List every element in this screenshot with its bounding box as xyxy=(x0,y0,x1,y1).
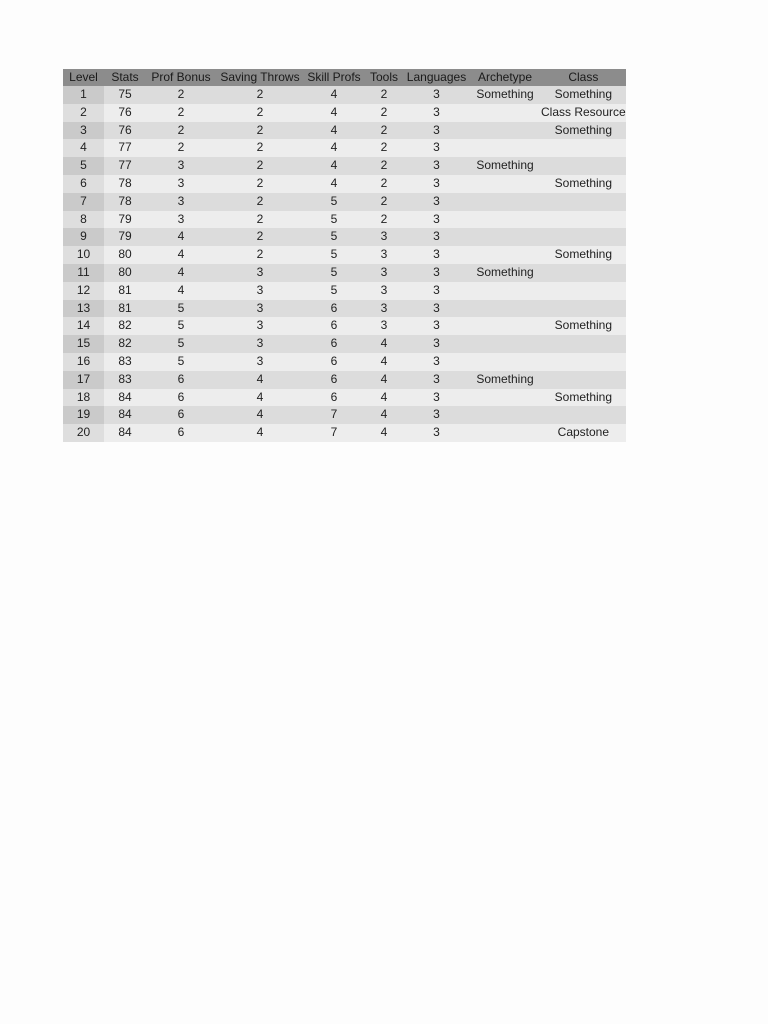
archetype-cell[interactable] xyxy=(469,389,541,407)
saving-throws-cell[interactable]: 2 xyxy=(216,104,304,122)
class-progression-table xyxy=(63,69,626,442)
class-cell[interactable]: Something xyxy=(541,175,626,193)
tools-cell[interactable]: 3 xyxy=(364,282,404,300)
archetype-cell[interactable] xyxy=(469,300,541,318)
skill-profs-cell[interactable]: 4 xyxy=(304,139,364,157)
languages-cell[interactable]: 3 xyxy=(404,406,469,424)
class-cell[interactable] xyxy=(541,264,626,282)
saving-throws-cell[interactable]: 3 xyxy=(216,264,304,282)
level-cell[interactable]: 8 xyxy=(63,211,104,229)
archetype-cell[interactable] xyxy=(469,335,541,353)
level-cell[interactable]: 9 xyxy=(63,228,104,246)
level-cell[interactable]: 14 xyxy=(63,317,104,335)
tools-cell[interactable]: 3 xyxy=(364,228,404,246)
header-prof-bonus[interactable]: Prof Bonus xyxy=(146,69,216,86)
prof-bonus-cell[interactable]: 4 xyxy=(146,246,216,264)
table-row xyxy=(63,282,626,300)
skill-profs-cell[interactable]: 5 xyxy=(304,282,364,300)
table-row xyxy=(63,193,626,211)
skill-profs-cell[interactable]: 4 xyxy=(304,104,364,122)
stats-cell[interactable]: 76 xyxy=(104,122,146,140)
tools-cell[interactable]: 2 xyxy=(364,157,404,175)
prof-bonus-cell[interactable]: 5 xyxy=(146,353,216,371)
class-cell[interactable] xyxy=(541,353,626,371)
level-cell[interactable]: 1 xyxy=(63,86,104,104)
skill-profs-cell[interactable]: 4 xyxy=(304,157,364,175)
level-cell[interactable]: 19 xyxy=(63,406,104,424)
level-cell[interactable]: 16 xyxy=(63,353,104,371)
level-cell[interactable]: 18 xyxy=(63,389,104,407)
prof-bonus-cell[interactable]: 2 xyxy=(146,86,216,104)
archetype-cell[interactable] xyxy=(469,246,541,264)
level-cell[interactable]: 7 xyxy=(63,193,104,211)
class-cell[interactable] xyxy=(541,371,626,389)
class-cell[interactable]: Something xyxy=(541,122,626,140)
class-cell[interactable] xyxy=(541,300,626,318)
level-cell[interactable]: 20 xyxy=(63,424,104,442)
stats-cell[interactable]: 77 xyxy=(104,139,146,157)
skill-profs-cell[interactable]: 6 xyxy=(304,389,364,407)
archetype-cell[interactable]: Something xyxy=(469,157,541,175)
stats-cell[interactable]: 78 xyxy=(104,175,146,193)
level-cell[interactable]: 10 xyxy=(63,246,104,264)
skill-profs-cell[interactable]: 6 xyxy=(304,353,364,371)
skill-profs-cell[interactable]: 4 xyxy=(304,86,364,104)
prof-bonus-cell[interactable]: 5 xyxy=(146,317,216,335)
stats-cell[interactable]: 77 xyxy=(104,157,146,175)
archetype-cell[interactable]: Something xyxy=(469,371,541,389)
table-body xyxy=(63,86,626,442)
table-row xyxy=(63,139,626,157)
level-cell[interactable]: 12 xyxy=(63,282,104,300)
saving-throws-cell[interactable]: 3 xyxy=(216,317,304,335)
stats-cell[interactable]: 83 xyxy=(104,353,146,371)
tools-cell[interactable]: 2 xyxy=(364,193,404,211)
saving-throws-cell[interactable]: 2 xyxy=(216,193,304,211)
header-skill-profs[interactable]: Skill Profs xyxy=(304,69,364,86)
table-row xyxy=(63,406,626,424)
languages-cell[interactable]: 3 xyxy=(404,86,469,104)
class-cell[interactable]: Something xyxy=(541,86,626,104)
saving-throws-cell[interactable]: 2 xyxy=(216,157,304,175)
class-cell[interactable] xyxy=(541,282,626,300)
class-cell[interactable] xyxy=(541,193,626,211)
languages-cell[interactable]: 3 xyxy=(404,104,469,122)
stats-cell[interactable]: 79 xyxy=(104,211,146,229)
skill-profs-cell[interactable]: 4 xyxy=(304,175,364,193)
stats-cell[interactable]: 82 xyxy=(104,317,146,335)
archetype-cell[interactable]: Something xyxy=(469,264,541,282)
table-row xyxy=(63,353,626,371)
archetype-cell[interactable] xyxy=(469,175,541,193)
languages-cell[interactable]: 3 xyxy=(404,371,469,389)
saving-throws-cell[interactable]: 2 xyxy=(216,139,304,157)
tools-cell[interactable]: 2 xyxy=(364,175,404,193)
archetype-cell[interactable] xyxy=(469,211,541,229)
saving-throws-cell[interactable]: 3 xyxy=(216,353,304,371)
prof-bonus-cell[interactable]: 2 xyxy=(146,139,216,157)
languages-cell[interactable]: 3 xyxy=(404,246,469,264)
archetype-cell[interactable] xyxy=(469,353,541,371)
stats-cell[interactable]: 84 xyxy=(104,389,146,407)
prof-bonus-cell[interactable]: 2 xyxy=(146,104,216,122)
skill-profs-cell[interactable]: 5 xyxy=(304,246,364,264)
tools-cell[interactable]: 2 xyxy=(364,122,404,140)
languages-cell[interactable]: 3 xyxy=(404,193,469,211)
class-cell[interactable]: Something xyxy=(541,389,626,407)
saving-throws-cell[interactable]: 4 xyxy=(216,424,304,442)
stats-cell[interactable]: 80 xyxy=(104,246,146,264)
tools-cell[interactable]: 2 xyxy=(364,211,404,229)
skill-profs-cell[interactable]: 4 xyxy=(304,122,364,140)
prof-bonus-cell[interactable]: 5 xyxy=(146,335,216,353)
class-cell[interactable] xyxy=(541,211,626,229)
tools-cell[interactable]: 3 xyxy=(364,264,404,282)
tools-cell[interactable]: 4 xyxy=(364,335,404,353)
tools-cell[interactable]: 2 xyxy=(364,86,404,104)
stats-cell[interactable]: 78 xyxy=(104,193,146,211)
table-row xyxy=(63,389,626,407)
table-row xyxy=(63,246,626,264)
stats-cell[interactable]: 76 xyxy=(104,104,146,122)
prof-bonus-cell[interactable]: 6 xyxy=(146,406,216,424)
table-row xyxy=(63,371,626,389)
languages-cell[interactable]: 3 xyxy=(404,424,469,442)
archetype-cell[interactable] xyxy=(469,104,541,122)
tools-cell[interactable]: 2 xyxy=(364,104,404,122)
saving-throws-cell[interactable]: 2 xyxy=(216,122,304,140)
archetype-cell[interactable] xyxy=(469,317,541,335)
table-row xyxy=(63,157,626,175)
archetype-cell[interactable] xyxy=(469,122,541,140)
prof-bonus-cell[interactable]: 4 xyxy=(146,228,216,246)
archetype-cell[interactable] xyxy=(469,282,541,300)
languages-cell[interactable]: 3 xyxy=(404,264,469,282)
class-cell[interactable]: Capstone xyxy=(541,424,626,442)
saving-throws-cell[interactable]: 2 xyxy=(216,175,304,193)
languages-cell[interactable]: 3 xyxy=(404,282,469,300)
table-row xyxy=(63,175,626,193)
stats-cell[interactable]: 84 xyxy=(104,406,146,424)
level-cell[interactable]: 4 xyxy=(63,139,104,157)
skill-profs-cell[interactable]: 5 xyxy=(304,193,364,211)
saving-throws-cell[interactable]: 2 xyxy=(216,86,304,104)
languages-cell[interactable]: 3 xyxy=(404,353,469,371)
skill-profs-cell[interactable]: 7 xyxy=(304,424,364,442)
languages-cell[interactable]: 3 xyxy=(404,139,469,157)
header-languages[interactable]: Languages xyxy=(404,69,469,86)
level-cell[interactable]: 17 xyxy=(63,371,104,389)
prof-bonus-cell[interactable]: 4 xyxy=(146,264,216,282)
table-row xyxy=(63,122,626,140)
tools-cell[interactable]: 3 xyxy=(364,300,404,318)
languages-cell[interactable]: 3 xyxy=(404,211,469,229)
class-cell[interactable]: Class Resource xyxy=(541,104,626,122)
languages-cell[interactable]: 3 xyxy=(404,228,469,246)
languages-cell[interactable]: 3 xyxy=(404,157,469,175)
archetype-cell[interactable] xyxy=(469,424,541,442)
saving-throws-cell[interactable]: 2 xyxy=(216,211,304,229)
languages-cell[interactable]: 3 xyxy=(404,175,469,193)
stats-cell[interactable]: 81 xyxy=(104,282,146,300)
level-cell[interactable]: 11 xyxy=(63,264,104,282)
archetype-cell[interactable] xyxy=(469,139,541,157)
stats-cell[interactable]: 79 xyxy=(104,228,146,246)
table-row xyxy=(63,335,626,353)
prof-bonus-cell[interactable]: 3 xyxy=(146,211,216,229)
stats-cell[interactable]: 75 xyxy=(104,86,146,104)
prof-bonus-cell[interactable]: 2 xyxy=(146,122,216,140)
prof-bonus-cell[interactable]: 3 xyxy=(146,175,216,193)
stats-cell[interactable]: 80 xyxy=(104,264,146,282)
class-cell[interactable] xyxy=(541,157,626,175)
languages-cell[interactable]: 3 xyxy=(404,335,469,353)
prof-bonus-cell[interactable]: 3 xyxy=(146,193,216,211)
languages-cell[interactable]: 3 xyxy=(404,122,469,140)
tools-cell[interactable]: 4 xyxy=(364,406,404,424)
stats-cell[interactable]: 84 xyxy=(104,424,146,442)
prof-bonus-cell[interactable]: 6 xyxy=(146,424,216,442)
archetype-cell[interactable] xyxy=(469,406,541,424)
skill-profs-cell[interactable]: 6 xyxy=(304,317,364,335)
table-row xyxy=(63,86,626,104)
saving-throws-cell[interactable]: 4 xyxy=(216,406,304,424)
class-cell[interactable] xyxy=(541,139,626,157)
table-row xyxy=(63,104,626,122)
saving-throws-cell[interactable]: 4 xyxy=(216,389,304,407)
header-class[interactable]: Class xyxy=(541,69,626,86)
stats-cell[interactable]: 82 xyxy=(104,335,146,353)
prof-bonus-cell[interactable]: 6 xyxy=(146,371,216,389)
level-cell[interactable]: 6 xyxy=(63,175,104,193)
class-cell[interactable]: Something xyxy=(541,317,626,335)
archetype-cell[interactable]: Something xyxy=(469,86,541,104)
header-row xyxy=(63,69,626,86)
table-row xyxy=(63,264,626,282)
archetype-cell[interactable] xyxy=(469,228,541,246)
tools-cell[interactable]: 4 xyxy=(364,371,404,389)
prof-bonus-cell[interactable]: 3 xyxy=(146,157,216,175)
saving-throws-cell[interactable]: 3 xyxy=(216,282,304,300)
tools-cell[interactable]: 2 xyxy=(364,139,404,157)
saving-throws-cell[interactable]: 2 xyxy=(216,246,304,264)
skill-profs-cell[interactable]: 7 xyxy=(304,406,364,424)
skill-profs-cell[interactable]: 6 xyxy=(304,335,364,353)
prof-bonus-cell[interactable]: 6 xyxy=(146,389,216,407)
tools-cell[interactable]: 4 xyxy=(364,424,404,442)
table-row xyxy=(63,211,626,229)
saving-throws-cell[interactable]: 4 xyxy=(216,371,304,389)
class-cell[interactable]: Something xyxy=(541,246,626,264)
skill-profs-cell[interactable]: 6 xyxy=(304,300,364,318)
level-cell[interactable]: 15 xyxy=(63,335,104,353)
saving-throws-cell[interactable]: 2 xyxy=(216,228,304,246)
languages-cell[interactable]: 3 xyxy=(404,317,469,335)
table-row xyxy=(63,228,626,246)
saving-throws-cell[interactable]: 3 xyxy=(216,300,304,318)
prof-bonus-cell[interactable]: 4 xyxy=(146,282,216,300)
level-cell[interactable]: 5 xyxy=(63,157,104,175)
class-cell[interactable] xyxy=(541,406,626,424)
table-row xyxy=(63,317,626,335)
tools-cell[interactable]: 4 xyxy=(364,389,404,407)
header-archetype[interactable]: Archetype xyxy=(469,69,541,86)
header-stats[interactable]: Stats xyxy=(104,69,146,86)
archetype-cell[interactable] xyxy=(469,193,541,211)
table-row xyxy=(63,300,626,318)
skill-profs-cell[interactable]: 5 xyxy=(304,211,364,229)
table-row xyxy=(63,424,626,442)
stats-cell[interactable]: 81 xyxy=(104,300,146,318)
header-level[interactable]: Level xyxy=(63,69,104,86)
skill-profs-cell[interactable]: 6 xyxy=(304,371,364,389)
level-cell[interactable]: 3 xyxy=(63,122,104,140)
skill-profs-cell[interactable]: 5 xyxy=(304,228,364,246)
stats-cell[interactable]: 83 xyxy=(104,371,146,389)
level-cell[interactable]: 2 xyxy=(63,104,104,122)
tools-cell[interactable]: 3 xyxy=(364,246,404,264)
class-cell[interactable] xyxy=(541,228,626,246)
level-cell[interactable]: 13 xyxy=(63,300,104,318)
prof-bonus-cell[interactable]: 5 xyxy=(146,300,216,318)
skill-profs-cell[interactable]: 5 xyxy=(304,264,364,282)
languages-cell[interactable]: 3 xyxy=(404,389,469,407)
saving-throws-cell[interactable]: 3 xyxy=(216,335,304,353)
header-saving-throws[interactable]: Saving Throws xyxy=(216,69,304,86)
tools-cell[interactable]: 3 xyxy=(364,317,404,335)
class-cell[interactable] xyxy=(541,335,626,353)
header-tools[interactable]: Tools xyxy=(364,69,404,86)
tools-cell[interactable]: 4 xyxy=(364,353,404,371)
languages-cell[interactable]: 3 xyxy=(404,300,469,318)
